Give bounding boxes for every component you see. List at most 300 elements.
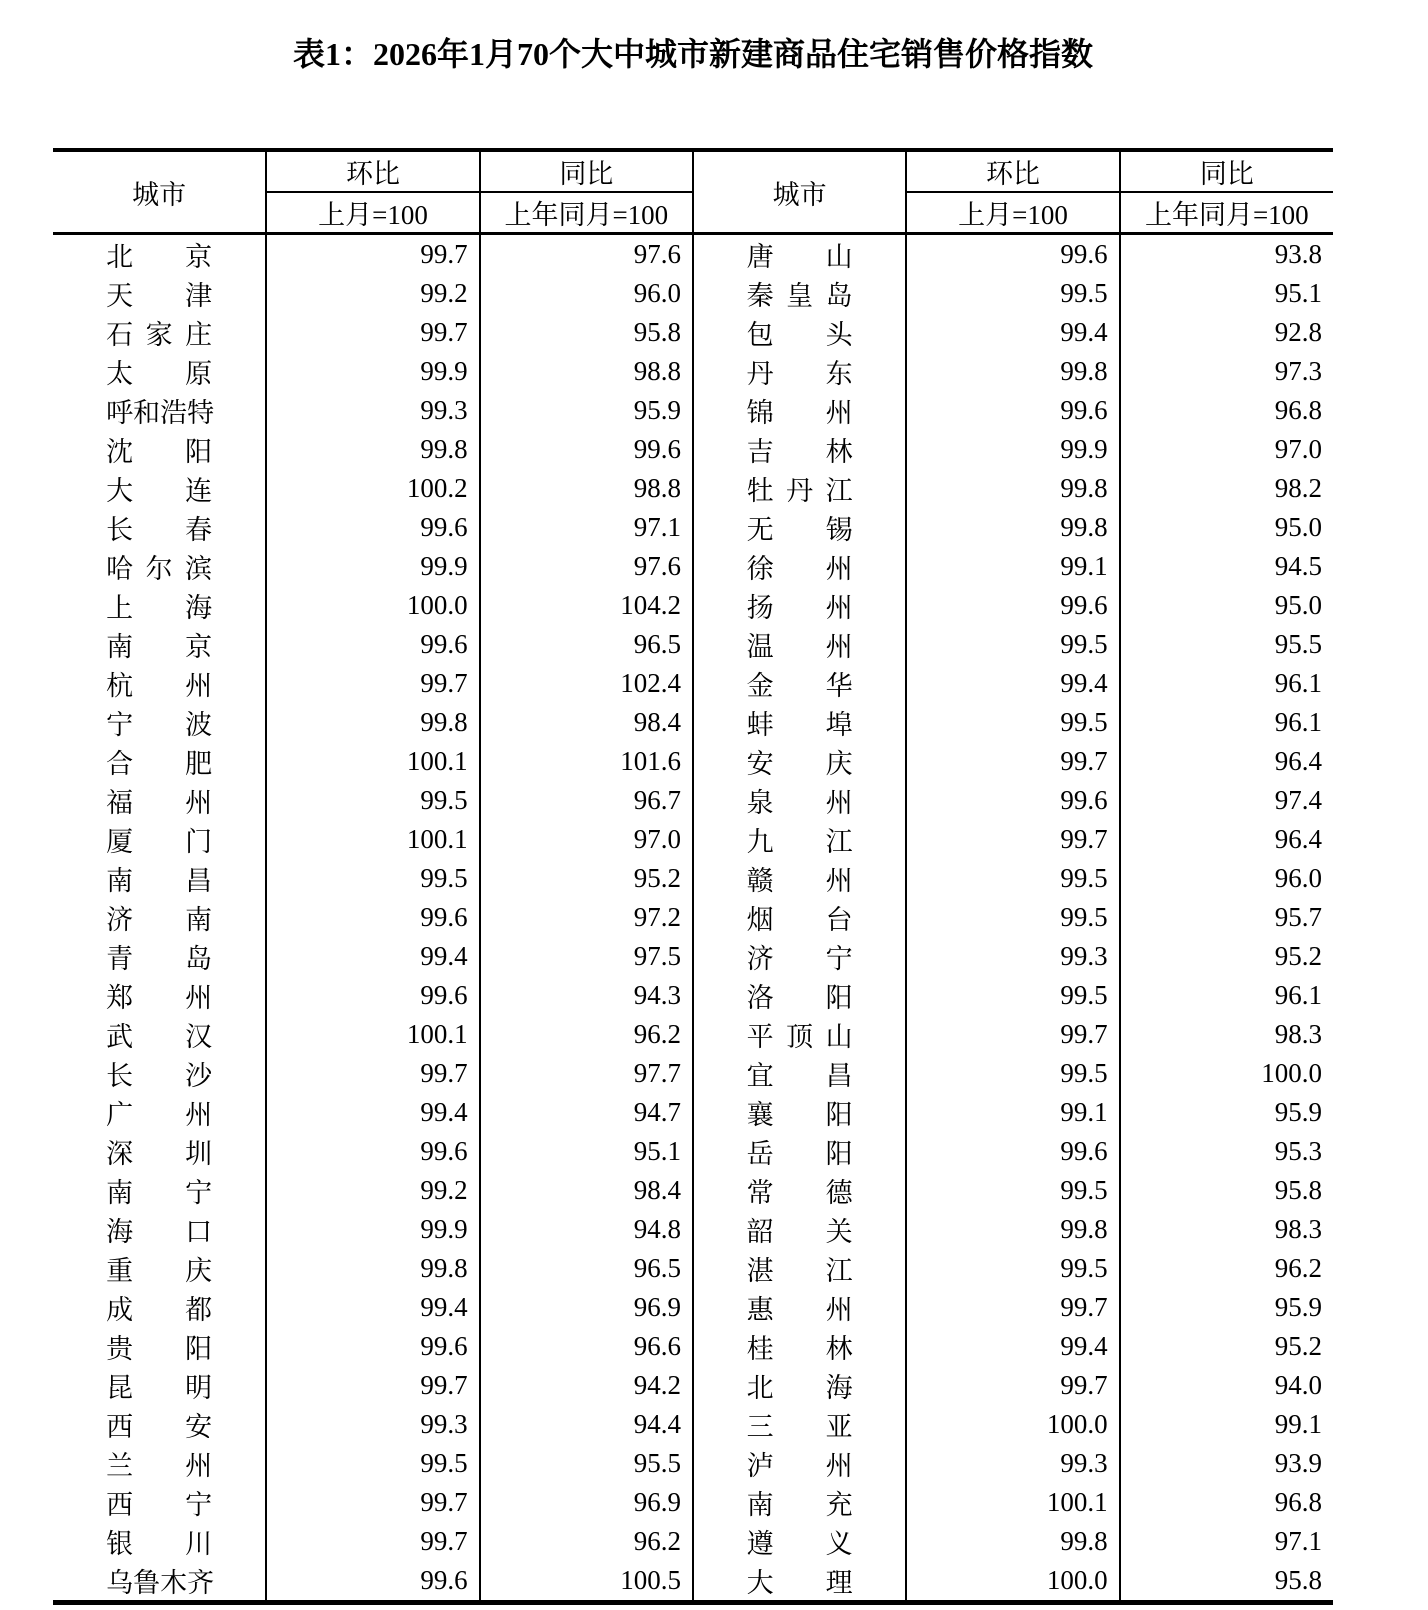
table-row [53,1327,1333,1366]
yoy-cell-right: 97.1 [1120,1522,1333,1561]
yoy-cell-left: 96.0 [480,274,693,313]
city-cell-left [53,1522,266,1561]
city-cell-left [53,313,266,352]
yoy-cell-left: 96.7 [480,781,693,820]
table-row [53,1015,1333,1054]
city-cell-right [693,1210,906,1249]
city-name: 重庆 [106,1256,213,1286]
city-name: 秦皇岛 [746,281,853,311]
city-name: 吉林 [746,437,853,467]
mom-cell-right: 99.4 [906,313,1119,352]
yoy-cell-right: 97.0 [1120,430,1333,469]
city-cell-right [693,1249,906,1288]
mom-cell-left: 99.2 [266,274,479,313]
mom-cell-right: 99.5 [906,1249,1119,1288]
yoy-cell-left: 97.0 [480,820,693,859]
mom-cell-left: 100.1 [266,1015,479,1054]
yoy-cell-left: 101.6 [480,742,693,781]
mom-cell-left: 99.8 [266,703,479,742]
yoy-cell-right: 93.8 [1120,234,1333,275]
city-name: 合肥 [106,749,213,779]
table-row [53,1444,1333,1483]
yoy-cell-left: 94.4 [480,1405,693,1444]
table-row [53,1288,1333,1327]
table-row [53,234,1333,275]
yoy-cell-right: 96.4 [1120,820,1333,859]
mom-cell-right: 99.5 [906,859,1119,898]
city-cell-right [693,1522,906,1561]
city-cell-left [53,1444,266,1483]
city-cell-left [53,1405,266,1444]
yoy-cell-left: 96.9 [480,1483,693,1522]
yoy-cell-left: 95.9 [480,391,693,430]
city-name: 广州 [106,1100,213,1130]
yoy-cell-left: 97.6 [480,234,693,275]
mom-cell-right: 99.7 [906,1366,1119,1405]
city-name: 包头 [746,320,853,350]
mom-cell-left: 99.9 [266,1210,479,1249]
mom-cell-right: 99.5 [906,1171,1119,1210]
city-name: 金华 [746,671,853,701]
yoy-cell-left: 96.6 [480,1327,693,1366]
mom-cell-right: 99.1 [906,1093,1119,1132]
city-cell-left [53,937,266,976]
mom-cell-left: 99.5 [266,781,479,820]
table-row [53,1171,1333,1210]
city-cell-left [53,781,266,820]
table-row [53,1561,1333,1603]
city-cell-left [53,469,266,508]
mom-cell-left: 99.7 [266,664,479,703]
table-header [53,150,1333,234]
city-cell-left [53,1561,266,1603]
city-name: 常德 [746,1178,853,1208]
city-name: 海口 [106,1217,213,1247]
header-mom-base-right: 上月=100 [906,192,1119,234]
table-row [53,781,1333,820]
city-cell-left [53,703,266,742]
yoy-cell-right: 96.1 [1120,664,1333,703]
mom-cell-left: 99.7 [266,1366,479,1405]
mom-cell-left: 99.6 [266,1132,479,1171]
table-row [53,1210,1333,1249]
yoy-cell-left: 94.8 [480,1210,693,1249]
yoy-cell-left: 96.5 [480,625,693,664]
city-name: 兰州 [106,1451,213,1481]
city-cell-left [53,1132,266,1171]
yoy-cell-right: 98.2 [1120,469,1333,508]
yoy-cell-right: 95.1 [1120,274,1333,313]
city-cell-right [693,234,906,275]
mom-cell-right: 100.1 [906,1483,1119,1522]
city-name: 南宁 [106,1178,213,1208]
table-row [53,625,1333,664]
mom-cell-left: 99.6 [266,625,479,664]
yoy-cell-right: 95.0 [1120,508,1333,547]
city-name: 西宁 [106,1490,213,1520]
city-cell-right [693,898,906,937]
city-cell-right [693,508,906,547]
yoy-cell-right: 96.1 [1120,703,1333,742]
table-row [53,547,1333,586]
yoy-cell-left: 97.6 [480,547,693,586]
mom-cell-right: 99.7 [906,1015,1119,1054]
header-city-right: 城市 [693,150,906,234]
city-cell-right [693,1405,906,1444]
yoy-cell-left: 97.2 [480,898,693,937]
yoy-cell-left: 94.3 [480,976,693,1015]
yoy-cell-left: 97.1 [480,508,693,547]
city-cell-left [53,1327,266,1366]
city-name: 岳阳 [746,1139,853,1169]
mom-cell-left: 99.6 [266,976,479,1015]
yoy-cell-right: 99.1 [1120,1405,1333,1444]
table-row [53,352,1333,391]
header-city-left: 城市 [132,179,187,210]
city-cell-left [53,274,266,313]
table-row [53,1132,1333,1171]
mom-cell-left: 99.5 [266,859,479,898]
table-row [53,469,1333,508]
city-cell-left [53,1366,266,1405]
yoy-cell-right: 95.8 [1120,1561,1333,1603]
city-name: 济宁 [746,944,853,974]
mom-cell-right: 99.8 [906,508,1119,547]
city-name: 沈阳 [106,437,213,467]
mom-cell-left: 100.1 [266,820,479,859]
mom-cell-left: 99.9 [266,352,479,391]
city-cell-right [693,664,906,703]
table-row [53,976,1333,1015]
header-yoy-left: 同比 [480,150,693,192]
city-cell-right [693,1171,906,1210]
city-name: 泸州 [746,1451,853,1481]
city-cell-right [693,1561,906,1603]
city-name: 赣州 [746,866,853,896]
city-name: 南昌 [106,866,213,896]
city-name: 泉州 [746,788,853,818]
yoy-cell-left: 94.7 [480,1093,693,1132]
city-cell-right [693,976,906,1015]
city-name: 温州 [746,632,853,662]
city-name: 济南 [106,905,213,935]
yoy-cell-right: 95.9 [1120,1093,1333,1132]
city-name: 扬州 [746,593,853,623]
yoy-cell-left: 96.2 [480,1522,693,1561]
yoy-cell-left: 95.8 [480,313,693,352]
mom-cell-right: 99.6 [906,586,1119,625]
mom-cell-left: 100.2 [266,469,479,508]
mom-cell-left: 99.8 [266,430,479,469]
city-cell-right [693,703,906,742]
yoy-cell-right: 96.8 [1120,391,1333,430]
mom-cell-right: 99.7 [906,742,1119,781]
yoy-cell-right: 96.0 [1120,859,1333,898]
table-row [53,508,1333,547]
yoy-cell-left: 100.5 [480,1561,693,1603]
table-body [53,234,1333,1603]
header-mom-right: 环比 [906,150,1119,192]
price-index-table [53,148,1333,1605]
city-cell-right [693,547,906,586]
city-name: 成都 [106,1295,213,1325]
mom-cell-right: 99.5 [906,976,1119,1015]
yoy-cell-right: 92.8 [1120,313,1333,352]
city-cell-left [53,859,266,898]
city-name: 西安 [106,1412,213,1442]
city-cell-left [53,664,266,703]
city-name: 惠州 [746,1295,853,1325]
yoy-cell-right: 100.0 [1120,1054,1333,1093]
city-cell-left [53,547,266,586]
yoy-cell-right: 95.3 [1120,1132,1333,1171]
yoy-cell-left: 94.2 [480,1366,693,1405]
header-mom-base-left: 上月=100 [266,192,479,234]
mom-cell-right: 99.5 [906,274,1119,313]
mom-cell-left: 99.7 [266,1522,479,1561]
city-name: 丹东 [746,359,853,389]
city-name: 贵阳 [106,1334,213,1364]
city-name: 石家庄 [106,320,213,350]
city-cell-left [53,1483,266,1522]
city-cell-left [53,1249,266,1288]
header-yoy-right: 同比 [1120,150,1333,192]
city-name: 遵义 [746,1529,853,1559]
city-cell-right [693,859,906,898]
city-cell-left [53,1054,266,1093]
city-name: 长春 [106,515,213,545]
city-cell-right [693,937,906,976]
city-name: 大理 [746,1568,853,1598]
city-cell-left [53,820,266,859]
mom-cell-right: 99.6 [906,781,1119,820]
city-cell-left [53,1171,266,1210]
city-cell-right [693,1093,906,1132]
table-row [53,430,1333,469]
mom-cell-left: 99.6 [266,898,479,937]
city-name: 襄阳 [746,1100,853,1130]
city-name: 九江 [746,827,853,857]
city-cell-left [53,430,266,469]
city-cell-right [693,469,906,508]
city-cell-left [53,1093,266,1132]
mom-cell-left: 99.7 [266,234,479,275]
mom-cell-left: 99.9 [266,547,479,586]
city-cell-right [693,1015,906,1054]
table-row [53,742,1333,781]
table-row [53,313,1333,352]
yoy-cell-left: 104.2 [480,586,693,625]
yoy-cell-right: 95.5 [1120,625,1333,664]
city-cell-left [53,1015,266,1054]
mom-cell-left: 99.6 [266,1327,479,1366]
city-name: 昆明 [106,1373,213,1403]
city-cell-right [693,1483,906,1522]
table-row [53,1054,1333,1093]
city-name: 南京 [106,632,213,662]
mom-cell-right: 99.3 [906,1444,1119,1483]
yoy-cell-right: 97.3 [1120,352,1333,391]
table-row [53,820,1333,859]
yoy-cell-right: 95.7 [1120,898,1333,937]
table-row [53,1483,1333,1522]
city-cell-right [693,430,906,469]
city-name: 杭州 [106,671,213,701]
city-name: 南充 [746,1490,853,1520]
mom-cell-right: 99.6 [906,391,1119,430]
city-name: 牡丹江 [746,476,853,506]
mom-cell-right: 99.3 [906,937,1119,976]
city-cell-left [53,976,266,1015]
mom-cell-right: 99.9 [906,430,1119,469]
city-name: 蚌埠 [746,710,853,740]
table-row [53,391,1333,430]
city-name: 呼和浩特 [106,398,215,428]
table-row [53,1522,1333,1561]
mom-cell-left: 99.5 [266,1444,479,1483]
city-cell-left [53,586,266,625]
city-cell-left [53,1210,266,1249]
city-cell-right [693,1327,906,1366]
city-name: 银川 [106,1529,213,1559]
yoy-cell-left: 102.4 [480,664,693,703]
city-name: 天津 [106,281,213,311]
mom-cell-right: 99.8 [906,1210,1119,1249]
table-row [53,859,1333,898]
mom-cell-right: 99.5 [906,1054,1119,1093]
city-cell-right [693,391,906,430]
mom-cell-left: 99.4 [266,1093,479,1132]
yoy-cell-left: 96.5 [480,1249,693,1288]
table-row [53,274,1333,313]
yoy-cell-left: 98.8 [480,352,693,391]
city-cell-right [693,1444,906,1483]
mom-cell-right: 99.7 [906,1288,1119,1327]
city-cell-right [693,820,906,859]
yoy-cell-right: 93.9 [1120,1444,1333,1483]
city-cell-left [53,352,266,391]
yoy-cell-right: 95.0 [1120,586,1333,625]
mom-cell-right: 99.5 [906,703,1119,742]
header-yoy-base-right: 上年同月=100 [1120,192,1333,234]
mom-cell-left: 99.2 [266,1171,479,1210]
city-cell-right [693,781,906,820]
yoy-cell-right: 95.9 [1120,1288,1333,1327]
city-cell-left [53,391,266,430]
mom-cell-left: 100.0 [266,586,479,625]
mom-cell-right: 99.4 [906,1327,1119,1366]
mom-cell-right: 99.5 [906,625,1119,664]
mom-cell-left: 99.7 [266,313,479,352]
table-row [53,664,1333,703]
mom-cell-left: 99.7 [266,1483,479,1522]
city-name: 锦州 [746,398,853,428]
city-cell-right [693,1054,906,1093]
city-cell-right [693,352,906,391]
mom-cell-left: 99.6 [266,508,479,547]
mom-cell-left: 99.3 [266,1405,479,1444]
mom-cell-left: 99.4 [266,937,479,976]
city-cell-right [693,1288,906,1327]
mom-cell-right: 99.8 [906,352,1119,391]
yoy-cell-right: 96.1 [1120,976,1333,1015]
city-cell-right [693,625,906,664]
yoy-cell-right: 98.3 [1120,1015,1333,1054]
yoy-cell-left: 97.5 [480,937,693,976]
city-name: 宁波 [106,710,213,740]
city-cell-right [693,742,906,781]
city-cell-left [53,742,266,781]
table-row [53,1366,1333,1405]
yoy-cell-right: 94.0 [1120,1366,1333,1405]
mom-cell-left: 99.8 [266,1249,479,1288]
city-name: 武汉 [106,1022,213,1052]
city-name: 三亚 [746,1412,853,1442]
city-cell-left [53,898,266,937]
city-name: 青岛 [106,944,213,974]
mom-cell-right: 99.6 [906,1132,1119,1171]
yoy-cell-left: 95.5 [480,1444,693,1483]
city-name: 韶关 [746,1217,853,1247]
city-name: 厦门 [106,827,213,857]
city-name: 徐州 [746,554,853,584]
city-cell-right [693,1366,906,1405]
yoy-cell-right: 96.8 [1120,1483,1333,1522]
mom-cell-left: 99.3 [266,391,479,430]
table-title: 表1：2026年1月70个大中城市新建商品住宅销售价格指数 [292,36,1093,72]
yoy-cell-left: 98.4 [480,703,693,742]
mom-cell-left: 100.1 [266,742,479,781]
city-name: 深圳 [106,1139,213,1169]
city-name: 烟台 [746,905,853,935]
yoy-cell-left: 96.2 [480,1015,693,1054]
city-name: 北京 [106,242,213,272]
city-name: 平顶山 [746,1022,853,1052]
yoy-cell-right: 94.5 [1120,547,1333,586]
header-row-1 [53,150,1333,192]
city-cell-right [693,313,906,352]
yoy-cell-right: 98.3 [1120,1210,1333,1249]
city-cell-left [53,234,266,275]
city-name: 桂林 [746,1334,853,1364]
city-name: 无锡 [746,515,853,545]
city-cell-left [53,1288,266,1327]
yoy-cell-right: 96.4 [1120,742,1333,781]
city-name: 太原 [106,359,213,389]
yoy-cell-left: 95.1 [480,1132,693,1171]
table-row [53,898,1333,937]
yoy-cell-right: 96.2 [1120,1249,1333,1288]
city-name: 上海 [106,593,213,623]
city-name: 安庆 [746,749,853,779]
city-name: 郑州 [106,983,213,1013]
table-row [53,1405,1333,1444]
table-row [53,937,1333,976]
city-name: 北海 [746,1373,853,1403]
city-name: 湛江 [746,1256,853,1286]
mom-cell-right: 100.0 [906,1561,1119,1603]
mom-cell-right: 99.5 [906,898,1119,937]
city-name: 唐山 [746,242,853,272]
mom-cell-right: 99.6 [906,234,1119,275]
yoy-cell-left: 95.2 [480,859,693,898]
city-name: 乌鲁木齐 [106,1568,215,1598]
yoy-cell-left: 97.7 [480,1054,693,1093]
yoy-cell-left: 99.6 [480,430,693,469]
city-cell-left [53,625,266,664]
yoy-cell-right: 97.4 [1120,781,1333,820]
city-cell-right [693,274,906,313]
